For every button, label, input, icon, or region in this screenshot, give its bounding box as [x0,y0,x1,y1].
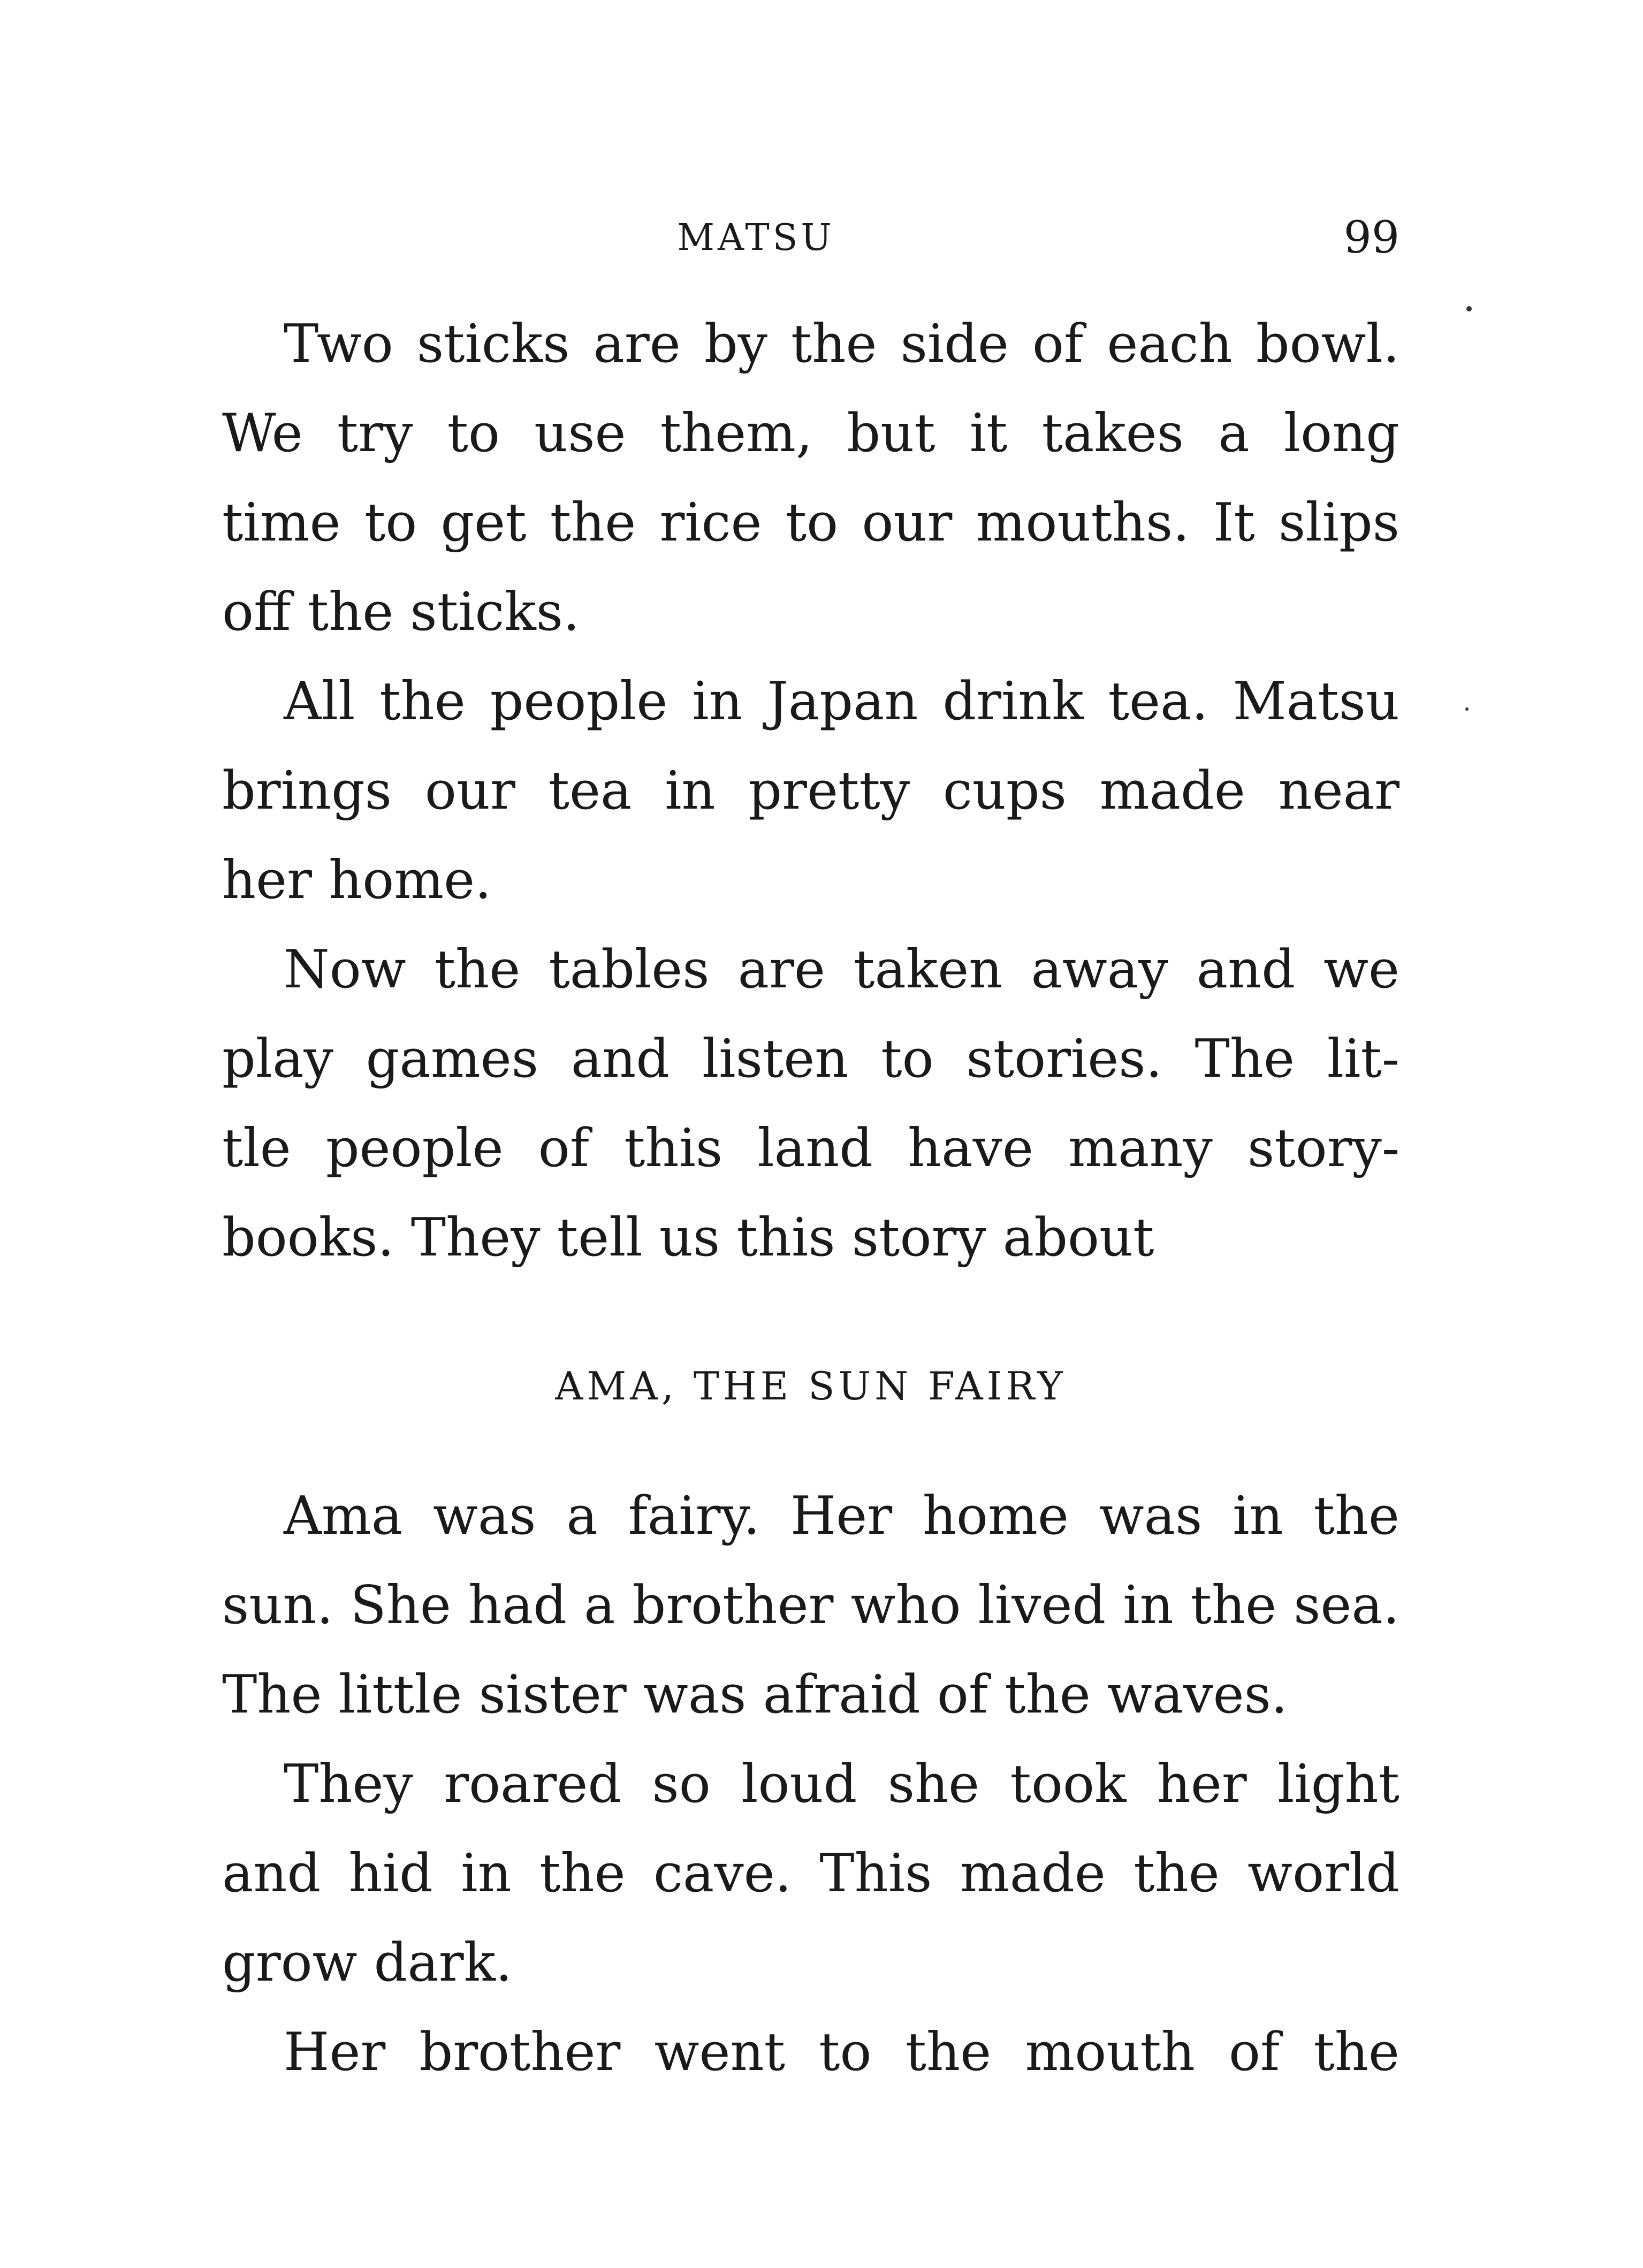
text-line: Now the tables are taken away and we [284,939,1399,1000]
text-line: All the people in Japan drink tea. Matsu [284,671,1399,732]
paragraph [222,1740,1399,2008]
paragraph [222,1472,1399,1740]
running-head [222,206,1399,270]
text-line: brings our tea in pretty cups made near [222,760,1399,821]
text-line: time to get the rice to our mouths. It slips [222,492,1399,553]
section-heading: AMA, THE SUN FAIRY [555,1364,1067,1409]
body-text-section-2 [222,1472,1399,2097]
text-line: and hid in the cave. This made the world [222,1843,1399,1904]
paragraph [222,300,1399,657]
stray-ink-mark [1466,306,1472,311]
running-title: MATSU [677,217,835,259]
text-line: Two sticks are by the side of each bowl. [284,314,1399,375]
text-line: tle people of this land have many story- [222,1118,1399,1179]
text-line: The little sister was afraid of the waves. [222,1664,1288,1725]
paragraph [222,2008,1399,2097]
body-text-section-1 [222,300,1399,1283]
text-line: Ama was a fairy. Her home was in the [284,1486,1399,1547]
paragraph [222,925,1399,1283]
page-number: 99 [1343,212,1399,263]
stray-ink-mark [1465,707,1469,711]
text-line: grow dark. [222,1932,513,1993]
text-line: play games and listen to stories. The lit- [222,1029,1399,1090]
text-line: books. They tell us this story about [222,1207,1154,1268]
text-line: her home. [222,850,492,911]
text-line: sun. She had a brother who lived in the sea. [222,1575,1399,1636]
text-line: They roared so loud she took her light [284,1754,1399,1815]
text-line: We try to use them, but it takes a long [222,403,1399,464]
text-line: off the sticks. [222,582,580,643]
text-line: Her brother went to the mouth of the [284,2022,1399,2083]
paragraph [222,657,1399,925]
